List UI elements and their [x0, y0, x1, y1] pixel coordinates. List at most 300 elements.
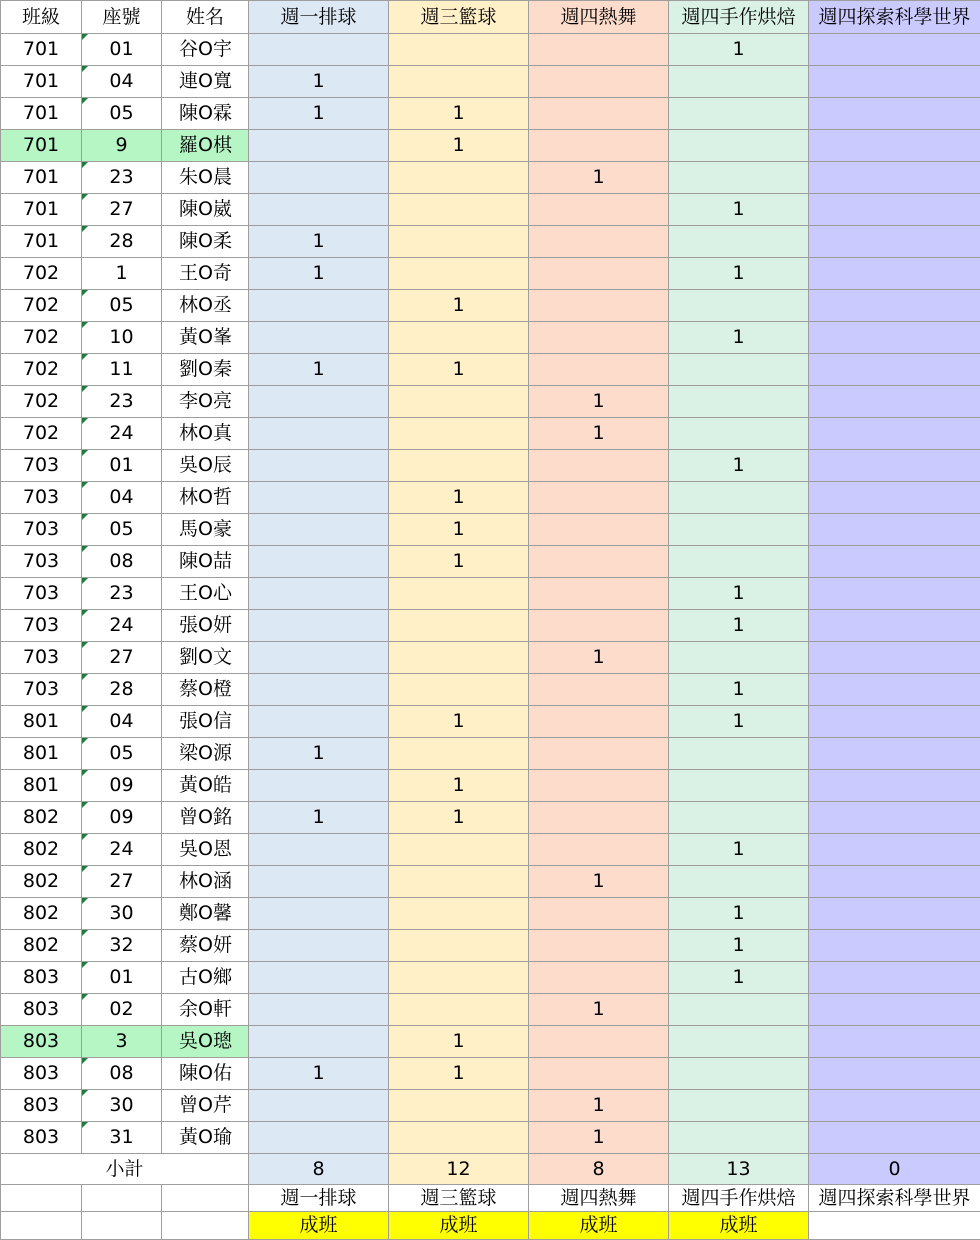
name-cell[interactable]: 曾O銘: [162, 802, 249, 834]
class-cell[interactable]: 703: [1, 450, 82, 482]
class-cell[interactable]: 802: [1, 802, 82, 834]
activity-cell-1[interactable]: [249, 386, 389, 418]
activity-cell-3[interactable]: 1: [529, 866, 669, 898]
seat-cell[interactable]: 05: [82, 514, 162, 546]
name-cell[interactable]: 黃O峯: [162, 322, 249, 354]
activity-cell-2[interactable]: [389, 834, 529, 866]
activity-cell-1[interactable]: [249, 130, 389, 162]
activity-cell-1[interactable]: 1: [249, 1058, 389, 1090]
activity-cell-2[interactable]: [389, 322, 529, 354]
activity-cell-2[interactable]: 1: [389, 706, 529, 738]
class-cell[interactable]: 702: [1, 418, 82, 450]
class-cell[interactable]: 702: [1, 290, 82, 322]
seat-cell[interactable]: 28: [82, 674, 162, 706]
class-cell[interactable]: 801: [1, 770, 82, 802]
activity-cell-4[interactable]: [669, 418, 809, 450]
header-class[interactable]: 班級: [1, 1, 82, 34]
activity-cell-4[interactable]: [669, 98, 809, 130]
activity-cell-1[interactable]: [249, 898, 389, 930]
activity-cell-3[interactable]: [529, 290, 669, 322]
activity-cell-5[interactable]: [809, 226, 980, 258]
activity-cell-1[interactable]: 1: [249, 738, 389, 770]
activity-cell-2[interactable]: [389, 930, 529, 962]
activity-cell-1[interactable]: [249, 610, 389, 642]
name-cell[interactable]: 朱O晨: [162, 162, 249, 194]
class-cell[interactable]: 703: [1, 578, 82, 610]
activity-cell-3[interactable]: 1: [529, 386, 669, 418]
activity-cell-1[interactable]: [249, 706, 389, 738]
seat-cell[interactable]: 01: [82, 34, 162, 66]
activity-cell-3[interactable]: [529, 322, 669, 354]
class-cell[interactable]: 702: [1, 354, 82, 386]
seat-cell[interactable]: 27: [82, 642, 162, 674]
seat-cell[interactable]: 01: [82, 962, 162, 994]
activity-cell-5[interactable]: [809, 450, 980, 482]
empty-cell[interactable]: [82, 1185, 162, 1212]
activity-cell-1[interactable]: [249, 482, 389, 514]
activity-cell-5[interactable]: [809, 866, 980, 898]
activity-cell-3[interactable]: [529, 258, 669, 290]
activity-cell-3[interactable]: [529, 578, 669, 610]
activity-cell-3[interactable]: [529, 130, 669, 162]
activity-cell-5[interactable]: [809, 930, 980, 962]
empty-cell[interactable]: [1, 1212, 82, 1240]
activity-cell-5[interactable]: [809, 386, 980, 418]
header-basketball[interactable]: 週三籃球: [389, 1, 529, 34]
activity-cell-2[interactable]: 1: [389, 354, 529, 386]
activity-cell-4[interactable]: [669, 226, 809, 258]
class-cell[interactable]: 803: [1, 1122, 82, 1154]
seat-cell[interactable]: 09: [82, 802, 162, 834]
activity-cell-2[interactable]: [389, 866, 529, 898]
activity-cell-3[interactable]: [529, 34, 669, 66]
activity-cell-3[interactable]: [529, 194, 669, 226]
name-cell[interactable]: 吳O恩: [162, 834, 249, 866]
activity-cell-5[interactable]: [809, 418, 980, 450]
activity-cell-4[interactable]: [669, 290, 809, 322]
class-cell[interactable]: 803: [1, 994, 82, 1026]
activity-cell-4[interactable]: 1: [669, 34, 809, 66]
activity-cell-4[interactable]: 1: [669, 834, 809, 866]
activity-cell-1[interactable]: 1: [249, 226, 389, 258]
activity-cell-5[interactable]: [809, 898, 980, 930]
name-cell[interactable]: 黃O皓: [162, 770, 249, 802]
activity-cell-3[interactable]: [529, 738, 669, 770]
activity-cell-3[interactable]: [529, 802, 669, 834]
name-cell[interactable]: 鄭O馨: [162, 898, 249, 930]
name-cell[interactable]: 張O妍: [162, 610, 249, 642]
activity-cell-1[interactable]: 1: [249, 98, 389, 130]
activity-cell-4[interactable]: [669, 994, 809, 1026]
activity-cell-3[interactable]: 1: [529, 1122, 669, 1154]
seat-cell[interactable]: 32: [82, 930, 162, 962]
name-cell[interactable]: 劉O文: [162, 642, 249, 674]
activity-cell-2[interactable]: [389, 258, 529, 290]
seat-cell[interactable]: 23: [82, 162, 162, 194]
seat-cell[interactable]: 08: [82, 546, 162, 578]
subtotal-value-2[interactable]: 12: [389, 1154, 529, 1185]
header-seat[interactable]: 座號: [82, 1, 162, 34]
activity-cell-2[interactable]: [389, 1090, 529, 1122]
activity-cell-5[interactable]: [809, 962, 980, 994]
activity-cell-2[interactable]: [389, 738, 529, 770]
activity-cell-1[interactable]: [249, 962, 389, 994]
footer-label-3[interactable]: 週四熱舞: [529, 1185, 669, 1212]
name-cell[interactable]: 王O心: [162, 578, 249, 610]
activity-cell-2[interactable]: [389, 674, 529, 706]
activity-cell-3[interactable]: [529, 482, 669, 514]
name-cell[interactable]: 張O信: [162, 706, 249, 738]
activity-cell-4[interactable]: 1: [669, 258, 809, 290]
activity-cell-4[interactable]: [669, 546, 809, 578]
activity-cell-1[interactable]: [249, 1026, 389, 1058]
seat-cell[interactable]: 10: [82, 322, 162, 354]
name-cell[interactable]: 李O亮: [162, 386, 249, 418]
subtotal-value-5[interactable]: 0: [809, 1154, 980, 1185]
activity-cell-5[interactable]: [809, 994, 980, 1026]
activity-cell-5[interactable]: [809, 610, 980, 642]
activity-cell-3[interactable]: [529, 770, 669, 802]
header-volleyball[interactable]: 週一排球: [249, 1, 389, 34]
activity-cell-2[interactable]: [389, 162, 529, 194]
activity-cell-2[interactable]: [389, 386, 529, 418]
activity-cell-1[interactable]: [249, 642, 389, 674]
activity-cell-3[interactable]: 1: [529, 1090, 669, 1122]
activity-cell-5[interactable]: [809, 578, 980, 610]
class-cell[interactable]: 702: [1, 386, 82, 418]
empty-cell[interactable]: [82, 1212, 162, 1240]
activity-cell-5[interactable]: [809, 162, 980, 194]
seat-cell[interactable]: 02: [82, 994, 162, 1026]
class-cell[interactable]: 703: [1, 674, 82, 706]
activity-cell-4[interactable]: [669, 514, 809, 546]
header-baking[interactable]: 週四手作烘焙: [669, 1, 809, 34]
activity-cell-2[interactable]: [389, 66, 529, 98]
activity-cell-1[interactable]: [249, 1090, 389, 1122]
activity-cell-5[interactable]: [809, 66, 980, 98]
activity-cell-3[interactable]: [529, 354, 669, 386]
activity-cell-4[interactable]: [669, 354, 809, 386]
activity-cell-3[interactable]: 1: [529, 642, 669, 674]
activity-cell-1[interactable]: [249, 866, 389, 898]
activity-cell-2[interactable]: [389, 418, 529, 450]
activity-cell-5[interactable]: [809, 1122, 980, 1154]
activity-cell-1[interactable]: [249, 546, 389, 578]
class-cell[interactable]: 802: [1, 930, 82, 962]
seat-cell[interactable]: 11: [82, 354, 162, 386]
activity-cell-1[interactable]: [249, 34, 389, 66]
activity-cell-4[interactable]: [669, 66, 809, 98]
activity-cell-1[interactable]: [249, 290, 389, 322]
activity-cell-3[interactable]: [529, 610, 669, 642]
activity-cell-4[interactable]: [669, 738, 809, 770]
activity-cell-4[interactable]: 1: [669, 962, 809, 994]
activity-cell-3[interactable]: [529, 514, 669, 546]
activity-cell-3[interactable]: [529, 962, 669, 994]
class-cell[interactable]: 701: [1, 66, 82, 98]
activity-cell-3[interactable]: [529, 706, 669, 738]
seat-cell[interactable]: 04: [82, 482, 162, 514]
activity-cell-2[interactable]: [389, 610, 529, 642]
class-cell[interactable]: 803: [1, 1090, 82, 1122]
seat-cell[interactable]: 04: [82, 66, 162, 98]
footer-label-1[interactable]: 週一排球: [249, 1185, 389, 1212]
activity-cell-4[interactable]: [669, 1122, 809, 1154]
activity-cell-3[interactable]: [529, 98, 669, 130]
activity-cell-2[interactable]: [389, 1122, 529, 1154]
activity-cell-1[interactable]: [249, 514, 389, 546]
name-cell[interactable]: 黃O瑜: [162, 1122, 249, 1154]
seat-cell[interactable]: 05: [82, 290, 162, 322]
name-cell[interactable]: 馬O豪: [162, 514, 249, 546]
class-cell[interactable]: 703: [1, 546, 82, 578]
class-cell[interactable]: 803: [1, 1026, 82, 1058]
activity-cell-4[interactable]: [669, 130, 809, 162]
activity-cell-2[interactable]: [389, 962, 529, 994]
activity-cell-2[interactable]: [389, 194, 529, 226]
activity-cell-2[interactable]: 1: [389, 1026, 529, 1058]
activity-cell-1[interactable]: [249, 834, 389, 866]
header-dance[interactable]: 週四熱舞: [529, 1, 669, 34]
status-cell-5[interactable]: [809, 1212, 980, 1240]
activity-cell-3[interactable]: [529, 226, 669, 258]
activity-cell-2[interactable]: 1: [389, 514, 529, 546]
seat-cell[interactable]: 09: [82, 770, 162, 802]
seat-cell[interactable]: 04: [82, 706, 162, 738]
activity-cell-5[interactable]: [809, 514, 980, 546]
activity-cell-4[interactable]: [669, 162, 809, 194]
activity-cell-1[interactable]: [249, 674, 389, 706]
activity-cell-5[interactable]: [809, 642, 980, 674]
activity-cell-2[interactable]: 1: [389, 1058, 529, 1090]
seat-cell[interactable]: 01: [82, 450, 162, 482]
subtotal-value-1[interactable]: 8: [249, 1154, 389, 1185]
activity-cell-5[interactable]: [809, 834, 980, 866]
footer-label-4[interactable]: 週四手作烘焙: [669, 1185, 809, 1212]
activity-cell-2[interactable]: [389, 642, 529, 674]
activity-cell-5[interactable]: [809, 98, 980, 130]
activity-cell-1[interactable]: [249, 418, 389, 450]
activity-cell-5[interactable]: [809, 130, 980, 162]
activity-cell-4[interactable]: [669, 866, 809, 898]
activity-cell-1[interactable]: [249, 1122, 389, 1154]
name-cell[interactable]: 吳O辰: [162, 450, 249, 482]
seat-cell[interactable]: 24: [82, 834, 162, 866]
activity-cell-5[interactable]: [809, 1058, 980, 1090]
activity-cell-4[interactable]: 1: [669, 578, 809, 610]
class-cell[interactable]: 701: [1, 98, 82, 130]
activity-cell-2[interactable]: 1: [389, 770, 529, 802]
activity-cell-3[interactable]: [529, 66, 669, 98]
seat-cell[interactable]: 27: [82, 194, 162, 226]
activity-cell-4[interactable]: [669, 1090, 809, 1122]
status-cell-3[interactable]: 成班: [529, 1212, 669, 1240]
activity-cell-5[interactable]: [809, 194, 980, 226]
name-cell[interactable]: 林O涵: [162, 866, 249, 898]
activity-cell-2[interactable]: 1: [389, 290, 529, 322]
activity-cell-3[interactable]: [529, 898, 669, 930]
activity-cell-2[interactable]: 1: [389, 130, 529, 162]
activity-cell-4[interactable]: 1: [669, 674, 809, 706]
class-cell[interactable]: 803: [1, 1058, 82, 1090]
seat-cell[interactable]: 31: [82, 1122, 162, 1154]
activity-cell-3[interactable]: [529, 930, 669, 962]
name-cell[interactable]: 羅O棋: [162, 130, 249, 162]
class-cell[interactable]: 701: [1, 194, 82, 226]
class-cell[interactable]: 801: [1, 706, 82, 738]
subtotal-value-4[interactable]: 13: [669, 1154, 809, 1185]
activity-cell-2[interactable]: 1: [389, 482, 529, 514]
activity-cell-1[interactable]: [249, 162, 389, 194]
seat-cell[interactable]: 30: [82, 898, 162, 930]
activity-cell-5[interactable]: [809, 1090, 980, 1122]
name-cell[interactable]: 陳O崴: [162, 194, 249, 226]
class-cell[interactable]: 703: [1, 610, 82, 642]
seat-cell[interactable]: 28: [82, 226, 162, 258]
activity-cell-2[interactable]: 1: [389, 98, 529, 130]
name-cell[interactable]: 劉O秦: [162, 354, 249, 386]
name-cell[interactable]: 林O真: [162, 418, 249, 450]
class-cell[interactable]: 801: [1, 738, 82, 770]
class-cell[interactable]: 701: [1, 226, 82, 258]
class-cell[interactable]: 802: [1, 834, 82, 866]
activity-cell-2[interactable]: 1: [389, 546, 529, 578]
activity-cell-4[interactable]: [669, 802, 809, 834]
activity-cell-1[interactable]: 1: [249, 354, 389, 386]
activity-cell-4[interactable]: [669, 1058, 809, 1090]
activity-cell-5[interactable]: [809, 258, 980, 290]
activity-cell-3[interactable]: [529, 674, 669, 706]
name-cell[interactable]: 余O軒: [162, 994, 249, 1026]
subtotal-value-3[interactable]: 8: [529, 1154, 669, 1185]
name-cell[interactable]: 蔡O妍: [162, 930, 249, 962]
activity-cell-3[interactable]: 1: [529, 162, 669, 194]
activity-cell-1[interactable]: [249, 930, 389, 962]
name-cell[interactable]: 林O哲: [162, 482, 249, 514]
activity-cell-4[interactable]: 1: [669, 450, 809, 482]
class-cell[interactable]: 702: [1, 258, 82, 290]
seat-cell[interactable]: 1: [82, 258, 162, 290]
activity-cell-5[interactable]: [809, 482, 980, 514]
seat-cell[interactable]: 9: [82, 130, 162, 162]
activity-cell-3[interactable]: [529, 1026, 669, 1058]
activity-cell-3[interactable]: [529, 546, 669, 578]
header-name[interactable]: 姓名: [162, 1, 249, 34]
activity-cell-4[interactable]: [669, 482, 809, 514]
footer-label-2[interactable]: 週三籃球: [389, 1185, 529, 1212]
name-cell[interactable]: 蔡O橙: [162, 674, 249, 706]
activity-cell-4[interactable]: [669, 642, 809, 674]
name-cell[interactable]: 梁O源: [162, 738, 249, 770]
status-cell-4[interactable]: 成班: [669, 1212, 809, 1240]
seat-cell[interactable]: 24: [82, 610, 162, 642]
activity-cell-5[interactable]: [809, 546, 980, 578]
class-cell[interactable]: 702: [1, 322, 82, 354]
empty-cell[interactable]: [162, 1212, 249, 1240]
class-cell[interactable]: 703: [1, 482, 82, 514]
name-cell[interactable]: 陳O佑: [162, 1058, 249, 1090]
seat-cell[interactable]: 23: [82, 386, 162, 418]
class-cell[interactable]: 803: [1, 962, 82, 994]
name-cell[interactable]: 谷O宇: [162, 34, 249, 66]
activity-cell-3[interactable]: [529, 1058, 669, 1090]
activity-cell-5[interactable]: [809, 706, 980, 738]
activity-cell-5[interactable]: [809, 674, 980, 706]
activity-cell-2[interactable]: 1: [389, 802, 529, 834]
seat-cell[interactable]: 05: [82, 98, 162, 130]
class-cell[interactable]: 701: [1, 162, 82, 194]
activity-cell-5[interactable]: [809, 770, 980, 802]
class-cell[interactable]: 802: [1, 866, 82, 898]
activity-cell-2[interactable]: [389, 578, 529, 610]
activity-cell-3[interactable]: [529, 450, 669, 482]
activity-cell-1[interactable]: [249, 322, 389, 354]
activity-cell-4[interactable]: [669, 386, 809, 418]
empty-cell[interactable]: [1, 1185, 82, 1212]
activity-cell-5[interactable]: [809, 322, 980, 354]
activity-cell-4[interactable]: 1: [669, 706, 809, 738]
activity-cell-1[interactable]: 1: [249, 258, 389, 290]
class-cell[interactable]: 701: [1, 130, 82, 162]
name-cell[interactable]: 陳O霖: [162, 98, 249, 130]
activity-cell-2[interactable]: [389, 898, 529, 930]
class-cell[interactable]: 701: [1, 34, 82, 66]
activity-cell-4[interactable]: 1: [669, 194, 809, 226]
activity-cell-1[interactable]: 1: [249, 66, 389, 98]
name-cell[interactable]: 林O丞: [162, 290, 249, 322]
class-cell[interactable]: 703: [1, 514, 82, 546]
class-cell[interactable]: 703: [1, 642, 82, 674]
activity-cell-5[interactable]: [809, 802, 980, 834]
status-cell-2[interactable]: 成班: [389, 1212, 529, 1240]
activity-cell-2[interactable]: [389, 34, 529, 66]
activity-cell-5[interactable]: [809, 738, 980, 770]
name-cell[interactable]: 陳O柔: [162, 226, 249, 258]
class-cell[interactable]: 802: [1, 898, 82, 930]
seat-cell[interactable]: 24: [82, 418, 162, 450]
name-cell[interactable]: 王O奇: [162, 258, 249, 290]
activity-cell-1[interactable]: 1: [249, 802, 389, 834]
name-cell[interactable]: 吳O璁: [162, 1026, 249, 1058]
activity-cell-1[interactable]: [249, 578, 389, 610]
seat-cell[interactable]: 23: [82, 578, 162, 610]
activity-cell-5[interactable]: [809, 1026, 980, 1058]
activity-cell-5[interactable]: [809, 354, 980, 386]
status-cell-1[interactable]: 成班: [249, 1212, 389, 1240]
seat-cell[interactable]: 30: [82, 1090, 162, 1122]
empty-cell[interactable]: [162, 1185, 249, 1212]
activity-cell-3[interactable]: [529, 834, 669, 866]
activity-cell-1[interactable]: [249, 770, 389, 802]
name-cell[interactable]: 曾O芹: [162, 1090, 249, 1122]
activity-cell-3[interactable]: 1: [529, 994, 669, 1026]
activity-cell-4[interactable]: 1: [669, 610, 809, 642]
activity-cell-3[interactable]: 1: [529, 418, 669, 450]
activity-cell-4[interactable]: [669, 1026, 809, 1058]
activity-cell-1[interactable]: [249, 450, 389, 482]
activity-cell-1[interactable]: [249, 994, 389, 1026]
activity-cell-1[interactable]: [249, 194, 389, 226]
name-cell[interactable]: 陳O喆: [162, 546, 249, 578]
footer-label-5[interactable]: 週四探索科學世界: [809, 1185, 980, 1212]
seat-cell[interactable]: 3: [82, 1026, 162, 1058]
seat-cell[interactable]: 08: [82, 1058, 162, 1090]
activity-cell-5[interactable]: [809, 34, 980, 66]
activity-cell-4[interactable]: [669, 770, 809, 802]
subtotal-label[interactable]: 小計: [1, 1154, 249, 1185]
activity-cell-4[interactable]: 1: [669, 322, 809, 354]
seat-cell[interactable]: 05: [82, 738, 162, 770]
